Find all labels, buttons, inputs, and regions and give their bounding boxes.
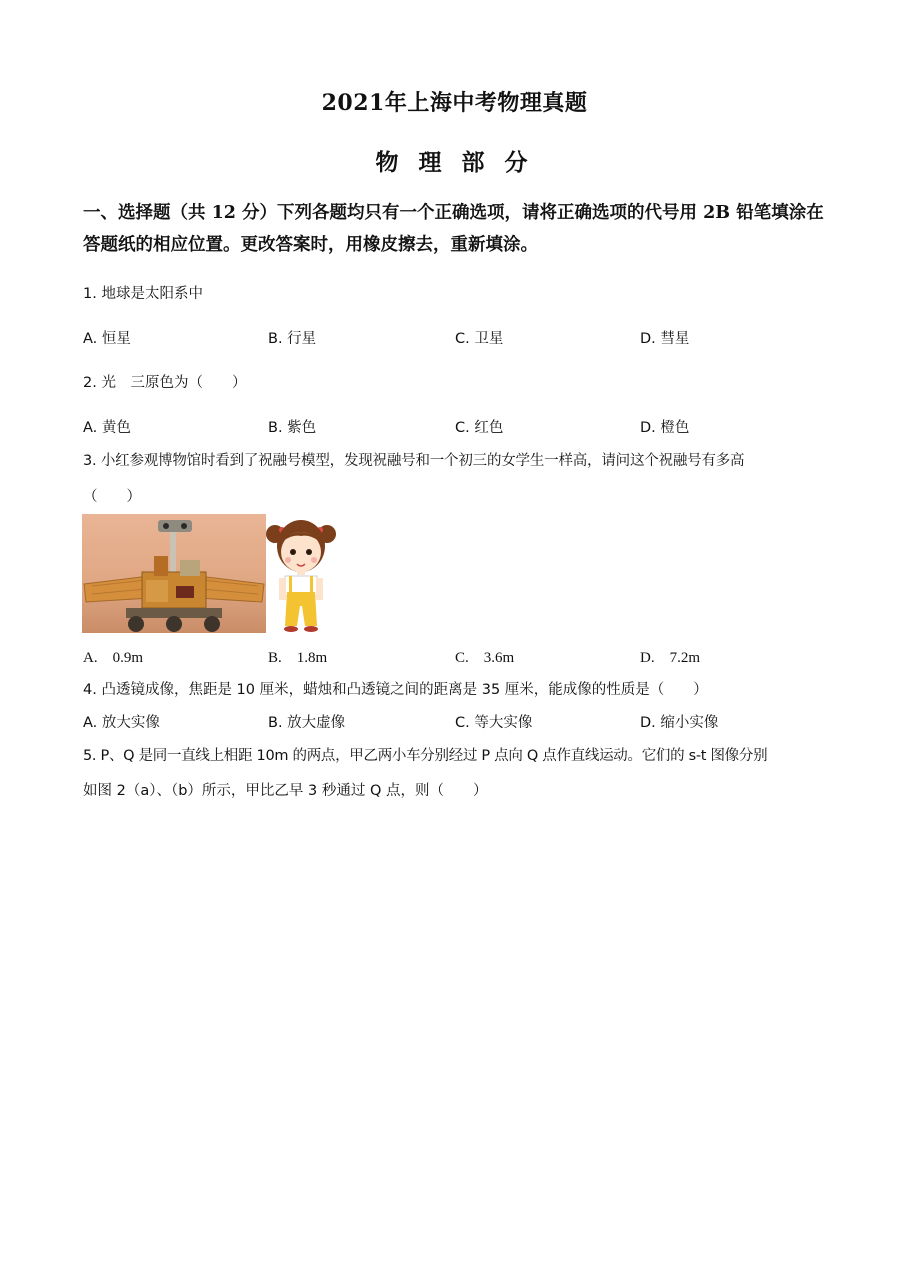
question-3-option-c: C. 3.6m	[455, 650, 515, 666]
question-3-stem: 3. 小红参观博物馆时看到了祝融号模型，发现祝融号和一个初三的女学生一样高，请问这个祝融号有多高	[83, 453, 745, 469]
rover-image	[82, 514, 266, 633]
question-1-option-d: D. 彗星	[640, 331, 690, 347]
question-2-option-d: D. 橙色	[640, 420, 690, 436]
question-2-option-a: A. 黄色	[83, 420, 131, 436]
question-1-stem: 1. 地球是太阳系中	[83, 286, 203, 302]
question-3-option-d: D. 7.2m	[640, 650, 701, 666]
question-4-option-c: C. 等大实像	[455, 715, 533, 731]
question-4-stem: 4. 凸透镜成像，焦距是 10 厘米，蜡烛和凸透镜之间的距离是 35 厘米，能成像的性质是（ ）	[83, 682, 708, 698]
question-5-stem-cont: 如图 2（a）、（b）所示，甲比乙早 3 秒通过 Q 点，则（ ）	[83, 783, 488, 799]
question-1-option-b: B. 行星	[268, 331, 317, 347]
question-2-option-b: B. 紫色	[268, 420, 317, 436]
question-3-option-b: B. 1.8m	[268, 650, 328, 666]
page-subtitle: 物 理 部 分	[375, 149, 534, 176]
question-2-option-c: C. 红色	[455, 420, 504, 436]
question-3-stem-cont: （ ）	[83, 489, 141, 505]
question-2-stem: 2. 光 三原色为（ ）	[83, 375, 247, 391]
section-heading: 一、选择题（共 12 分）下列各题均只有一个正确选项，请将正确选项的代号用 2B 铅笔填涂在答题纸的相应位置。更改答案时，用橡皮擦去，重新填涂。	[83, 203, 824, 255]
question-4-option-d: D. 缩小实像	[640, 715, 719, 731]
page-title: 2021年上海中考物理真题	[321, 90, 588, 116]
question-4-option-b: B. 放大虚像	[268, 715, 346, 731]
question-1-option-c: C. 卫星	[455, 331, 504, 347]
question-3-option-a: A. 0.9m	[83, 650, 144, 666]
question-1-option-a: A. 恒星	[83, 331, 131, 347]
question-4-option-a: A. 放大实像	[83, 715, 160, 731]
girl-image	[265, 514, 337, 634]
question-5-stem: 5. P、Q 是同一直线上相距 10m 的两点，甲乙两小车分别经过 P 点向 Q 点作直线运动。它们的 s-t 图像分别	[83, 748, 768, 764]
